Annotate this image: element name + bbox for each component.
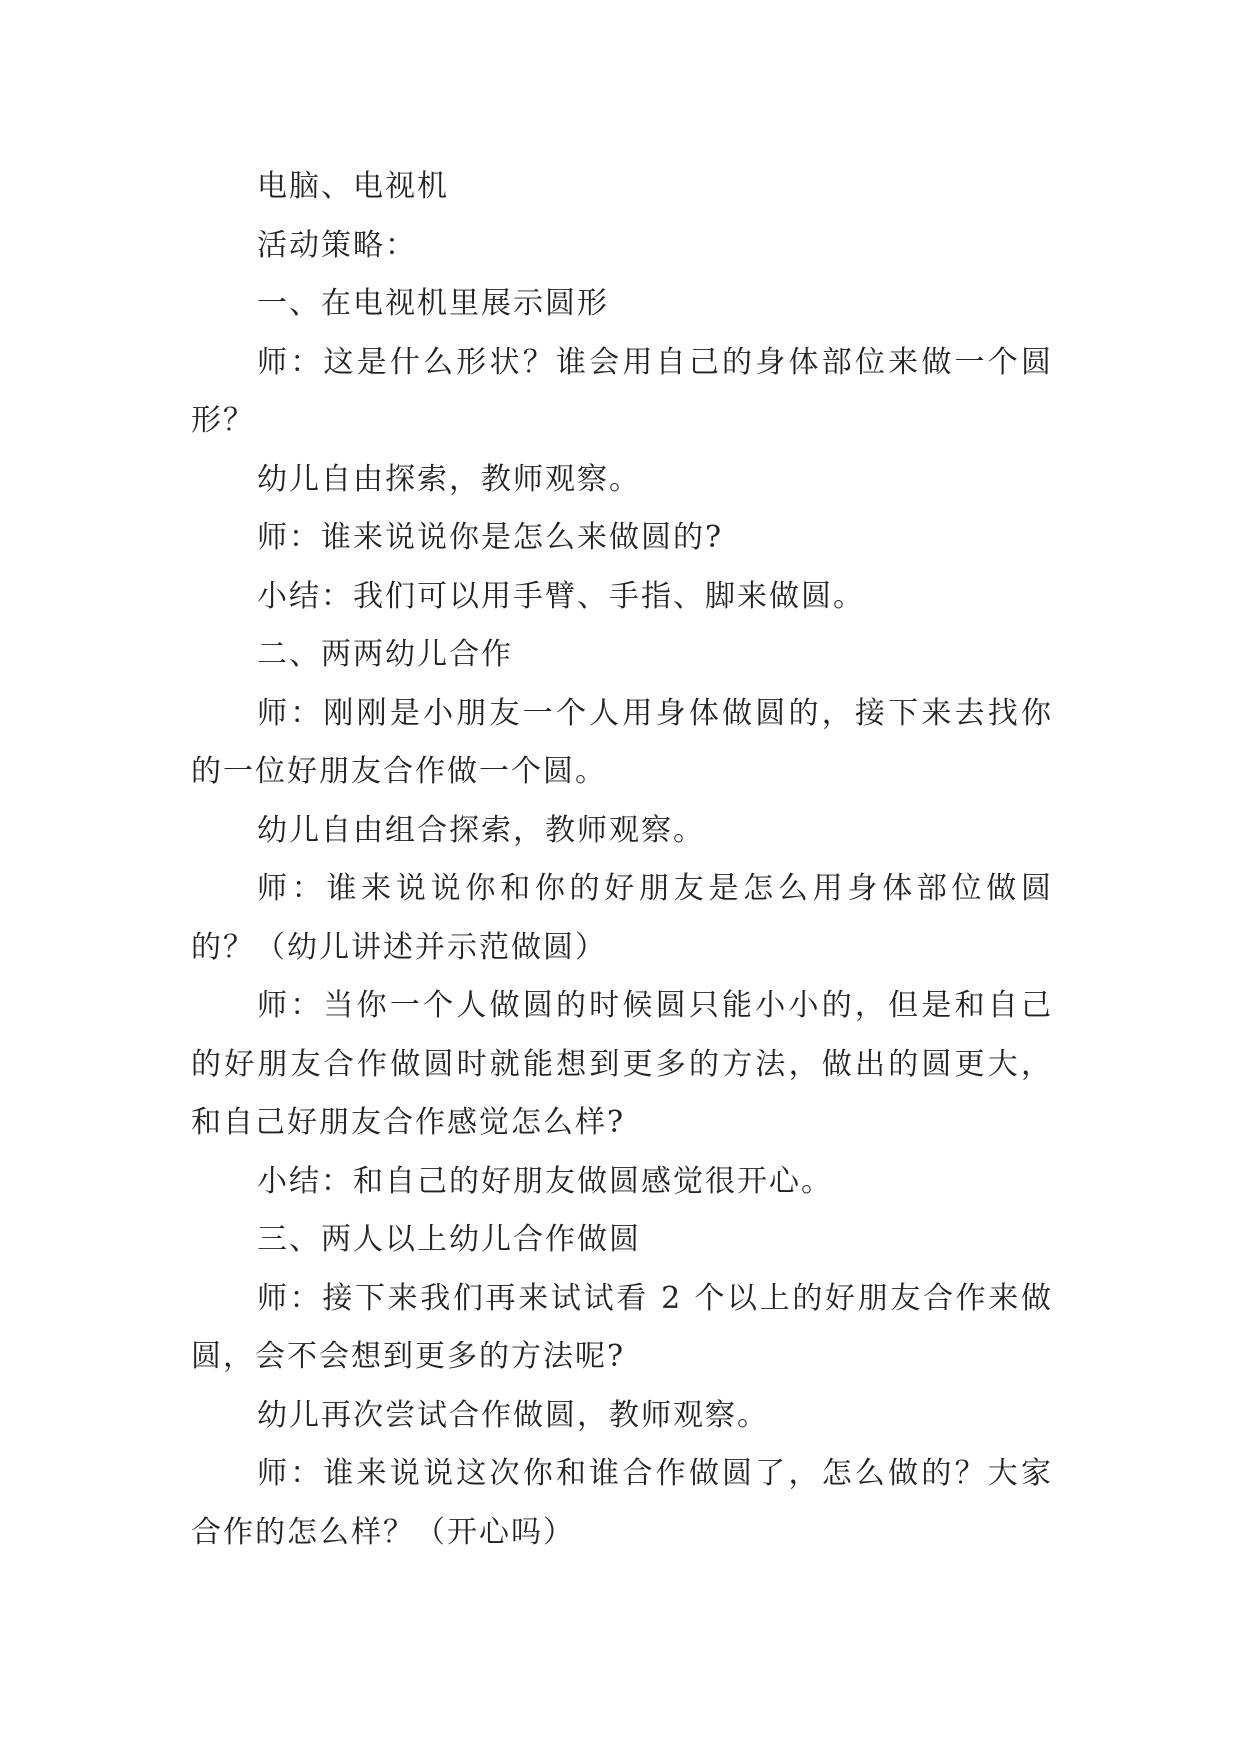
section-heading-1: 一、在电视机里展示圆形 — [257, 286, 609, 321]
document-body — [191, 158, 1053, 1562]
section-heading-2: 二、两两幼儿合作 — [257, 637, 513, 672]
paragraph: 师：谁来说说这次你和谁合作做圆了，怎么做的？大家合作的怎么样？（开心吗） — [191, 1456, 1053, 1550]
paragraph: 幼儿自由组合探索，教师观察。 — [257, 812, 705, 848]
paragraph: 师：这是什么形状？谁会用自己的身体部位来做一个圆形？ — [191, 344, 1053, 438]
paragraph: 师：谁来说说你和你的好朋友是怎么用身体部位做圆的？（幼儿讲述并示范做圆） — [191, 871, 1053, 965]
paragraph-summary: 小结：和自己的好朋友做圆感觉很开心。 — [257, 1163, 833, 1199]
paragraph-strategy-heading: 活动策略： — [257, 227, 417, 263]
paragraph: 师：当你一个人做圆的时候圆只能小小的，但是和自己的好朋友合作做圆时就能想到更多的方法，做出的圆更大，和自己好朋友合作感觉怎么样? — [191, 988, 1053, 1140]
paragraph-summary: 小结：我们可以用手臂、手指、脚来做圆。 — [257, 578, 865, 614]
paragraph: 师：接下来我们再来试试看 2 个以上的好朋友合作来做圆，会不会想到更多的方法呢? — [191, 1280, 1053, 1374]
paragraph: 师：谁来说说你是怎么来做圆的? — [257, 520, 724, 555]
paragraph-materials: 电脑、电视机 — [257, 169, 449, 204]
paragraph: 师：刚刚是小朋友一个人用身体做圆的，接下来去找你的一位好朋友合作做一个圆。 — [191, 695, 1053, 789]
paragraph: 幼儿再次尝试合作做圆，教师观察。 — [257, 1397, 769, 1433]
paragraph: 幼儿自由探索，教师观察。 — [257, 461, 641, 497]
section-heading-3: 三、两人以上幼儿合作做圆 — [257, 1222, 641, 1257]
